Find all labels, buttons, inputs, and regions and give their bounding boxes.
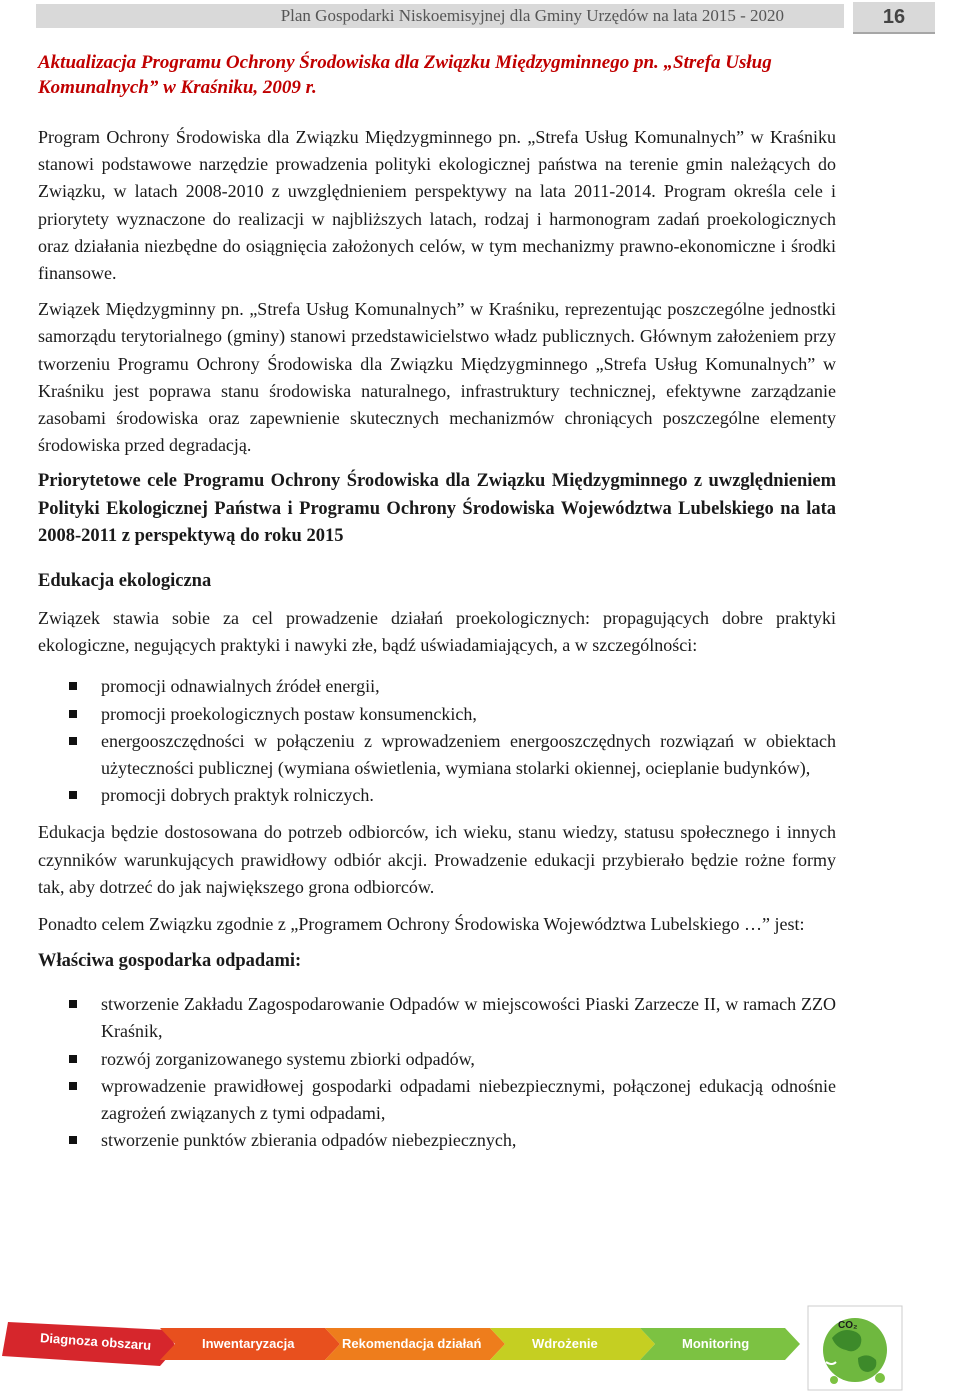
paragraph-5: Ponadto celem Związku zgodnie z „Programem Ochrony Środowiska Województwa Lubelskiego …” jest:	[38, 914, 805, 935]
page-number: 16	[853, 2, 935, 34]
list-item-text: rozwój zorganizowanego systemu zbiorki odpadów,	[101, 1048, 475, 1069]
list-item	[38, 673, 836, 700]
list-item-text: promocji proekologicznych postaw konsumenckich,	[101, 703, 477, 724]
square-bullet-icon	[69, 1136, 77, 1144]
section-heading-education: Edukacja ekologiczna	[38, 571, 212, 592]
square-bullet-icon	[69, 791, 77, 799]
document-body	[38, 50, 836, 1165]
list-item-text: stworzenie punktów zbierania odpadów niebezpiecznych,	[101, 1130, 517, 1151]
list-item-text: promocji odnawialnych źródeł energii,	[101, 676, 380, 697]
step-inwentaryzacja: Inwentaryzacja	[202, 1336, 295, 1351]
paragraph-3: Związek stawia sobie za cel prowadzenie działań proekologicznych: propagujących dobre praktyki ekologiczne, negujących praktyki i nawyki złe, bądź uświadamiających, a w szczególności:	[38, 608, 836, 656]
list-item-text: stworzenie Zakładu Zagospodarowanie Odpadów w miejscowości Piaski Zarzecze II, w ramach ZZO Kraśnik,	[101, 994, 836, 1042]
paragraph-2: Związek Międzygminny pn. „Strefa Usług Komunalnych” w Kraśniku, reprezentując poszczególne jednostki samorządu terytorialnego (gminy) stanowi przedstawicielstwo władz publicznych. Głównym założeniem przy tworzeniu Programu Ochrony Środowiska dla Związku Międzygminnego „Strefa Usług Komunalnych” w Kraśniku jest poprawa stanu środowiska naturalnego, infrastruktury technicznej, efektywne zarządzanie zasobami środowiska oraz zapewnienie skutecznych mechanizmów chroniących poszczególne elementy środowiska przed degradacją.	[38, 299, 836, 456]
priority-goals-heading: Priorytetowe cele Programu Ochrony Środowiska dla Związku Międzygminnego z uwzględnieniem Polityki Ekologicznej Państwa i Programu Ochrony Środowiska Województwa Lubelskiego na lata 2008-2011 z perspektywą do roku 2015	[38, 471, 836, 546]
header-bar	[36, 4, 844, 28]
square-bullet-icon	[69, 682, 77, 690]
step-diagnoza: Diagnoza obszaru	[39, 1330, 152, 1353]
list-item	[38, 701, 836, 728]
header-title: Plan Gospodarki Niskoemisyjnej dla Gminy Urzędów na lata 2015 - 2020	[280, 6, 784, 25]
footer-process-banner	[0, 1300, 960, 1393]
list-item	[38, 782, 836, 809]
list-item	[38, 1046, 836, 1073]
square-bullet-icon	[69, 1082, 77, 1090]
co2-globe-logo-icon	[808, 1306, 902, 1390]
list-item	[38, 991, 836, 1045]
step-wdrozenie: Wdrożenie	[532, 1336, 598, 1351]
document-red-heading: Aktualizacja Programu Ochrony Środowiska dla Związku Międzygminnego pn. „Strefa Usług Komunalnych” w Kraśniku, 2009 r.	[38, 52, 772, 98]
square-bullet-icon	[69, 737, 77, 745]
section-heading-waste: Właściwa gospodarka odpadami:	[38, 951, 302, 972]
paragraph-4: Edukacja będzie dostosowana do potrzeb odbiorców, ich wieku, stanu wiedzy, statusu społecznego i innych czynników warunkujących prawidłowy odbiór akcji. Prowadzenie edukacji przybierało będzie rożne formy tak, aby dotrzeć do jak największego grona odbiorców.	[38, 822, 836, 897]
square-bullet-icon	[69, 710, 77, 718]
list-item	[38, 1073, 836, 1127]
logo-co2-label: CO₂	[838, 1320, 858, 1331]
step-rekomendacja: Rekomendacja działań	[342, 1336, 482, 1351]
list-item-text: promocji dobrych praktyk rolniczych.	[101, 785, 374, 806]
list-item	[38, 728, 836, 782]
waste-list	[38, 991, 836, 1154]
list-item	[38, 1127, 836, 1154]
list-item-text: energooszczędności w połączeniu z wprowadzeniem energooszczędnych rozwiązań w obiektach użyteczności publicznej (wymiana oświetlenia, wymiana stolarki okiennej, ocieplanie budynków),	[101, 730, 836, 779]
square-bullet-icon	[69, 1055, 77, 1063]
square-bullet-icon	[69, 1000, 77, 1008]
list-item-text: wprowadzenie prawidłowej gospodarki odpadami niebezpiecznymi, połączonej edukacją odnośnie zagrożeń związanych z tymi odpadami,	[101, 1075, 836, 1124]
step-monitoring: Monitoring	[682, 1336, 750, 1351]
education-list	[38, 673, 836, 809]
paragraph-1: Program Ochrony Środowiska dla Związku Międzygminnego pn. „Strefa Usług Komunalnych” w Kraśniku stanowi podstawowe narzędzie prowadzenia polityki ekologicznej państwa na terenie gmin należących do Związku, w latach 2008-2010 z uwzględnieniem perspektywy na lata 2011-2014. Program określa cele i priorytety wyznaczone do realizacji w najbliższych latach, rodzaj i harmonogram zadań proekologicznych oraz działania niezbędne do osiągnięcia założonych celów, w tym mechanizmy prawno-ekonomiczne i środki finansowe.	[38, 127, 836, 284]
